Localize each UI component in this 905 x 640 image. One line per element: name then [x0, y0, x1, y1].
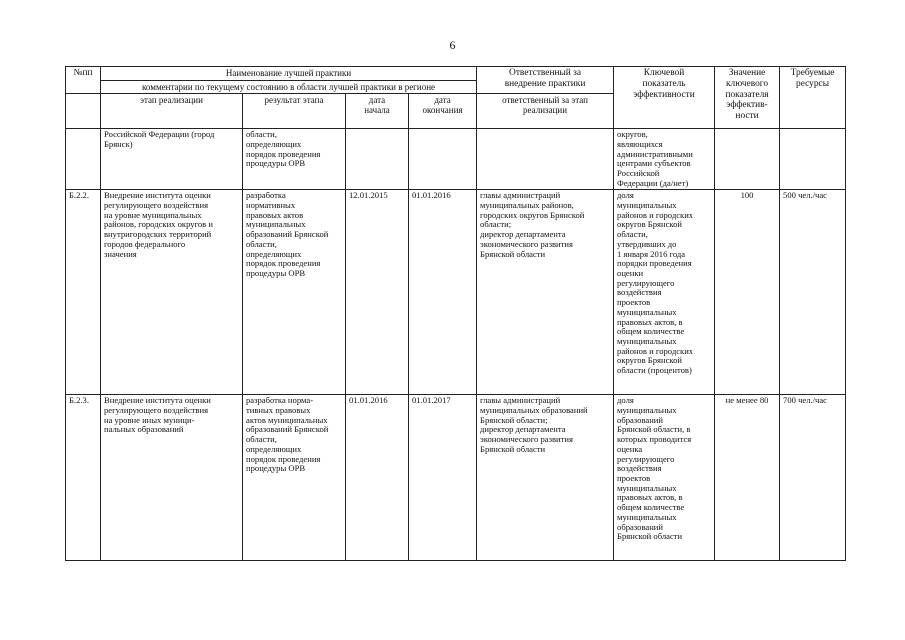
header-num-empty [66, 94, 101, 129]
row-num [66, 129, 101, 190]
table-row [66, 395, 846, 561]
header-stage-result: результат этапа [243, 94, 346, 129]
row-responsible: главы администраций муниципальных образований Брянской области; директор департамента экономического развития Брянской области [477, 395, 614, 561]
row-result: области, определяющих порядок проведения процедуры ОРВ [243, 129, 346, 190]
row-end-date: 01.01.2016 [409, 190, 477, 395]
header-num: №пп [66, 67, 101, 94]
page-number: 6 [449, 38, 456, 52]
row-result: разработка нормативных правовых актов муниципальных образований Брянской области, определяющих порядок проведения процедуры ОРВ [243, 190, 346, 395]
row-kpi: доля муниципальных районов и городских округов Брянской области, утвердивших до 1 января 2016 года порядки проведения оценки регулирующего воздействия проектов муниципальных правовых актов, в общем количестве муниципальных районов и городских округов Брянской области (процентов) [614, 190, 715, 395]
row-start-date [346, 129, 409, 190]
header-practice-name: Наименование лучшей практики [101, 67, 477, 81]
row-kpi: округов, являющихся административными центрами субъектов Российской Федерации (да/нет) [614, 129, 715, 190]
header-start-date: дата начала [346, 94, 409, 129]
row-resources: 700 чел./час [780, 395, 846, 561]
header-comments: комментарии по текущему состоянию в области лучшей практики в регионе [101, 81, 477, 94]
row-end-date [409, 129, 477, 190]
row-start-date: 01.01.2016 [346, 395, 409, 561]
row-kpi: доля муниципальных образований Брянской области, в которых проводится оценка регулирующего воздействия проектов муниципальных правовых актов, в общем количестве муниципальных образований Брянской области [614, 395, 715, 561]
header-responsible-intro: Ответственный за внедрение практики [477, 67, 614, 94]
header-stage: этап реализации [101, 94, 243, 129]
row-responsible: главы администраций муниципальных районов, городских округов Брянской области; директор департамента экономического развития Брянской области [477, 190, 614, 395]
row-resources [780, 129, 846, 190]
header-stage-responsible: ответственный за этап реализации [477, 94, 614, 129]
row-start-date: 12.01.2015 [346, 190, 409, 395]
row-resources: 500 чел./час [780, 190, 846, 395]
row-stage: Внедрение института оценки регулирующего воздействия на уровне иных муници- пальных образований [101, 395, 243, 561]
row-stage: Российской Федерации (город Брянск) [101, 129, 243, 190]
table-row [66, 190, 846, 395]
row-end-date: 01.01.2017 [409, 395, 477, 561]
row-kpi-value: 100 [715, 190, 780, 395]
row-stage: Внедрение института оценки регулирующего воздействия на уровне муниципальных районов, городских округов и внутригородских территорий городов федерального значения [101, 190, 243, 395]
header-end-date: дата окончания [409, 94, 477, 129]
row-num: Б.2.2. [66, 190, 101, 395]
row-result: разработка норма- тивных правовых актов муниципальных образований Брянской области, определяющих порядок проведения процедуры ОРВ [243, 395, 346, 561]
header-kpi-value: Значение ключевого показателя эффектив- ности [715, 67, 780, 129]
header-row-1 [66, 67, 846, 81]
best-practice-table [65, 66, 846, 561]
row-kpi-value [715, 129, 780, 190]
header-kpi: Ключевой показатель эффективности [614, 67, 715, 129]
header-resources: Требуемые ресурсы [780, 67, 846, 129]
row-kpi-value: не менее 80 [715, 395, 780, 561]
row-responsible [477, 129, 614, 190]
table-row [66, 129, 846, 190]
row-num: Б.2.3. [66, 395, 101, 561]
